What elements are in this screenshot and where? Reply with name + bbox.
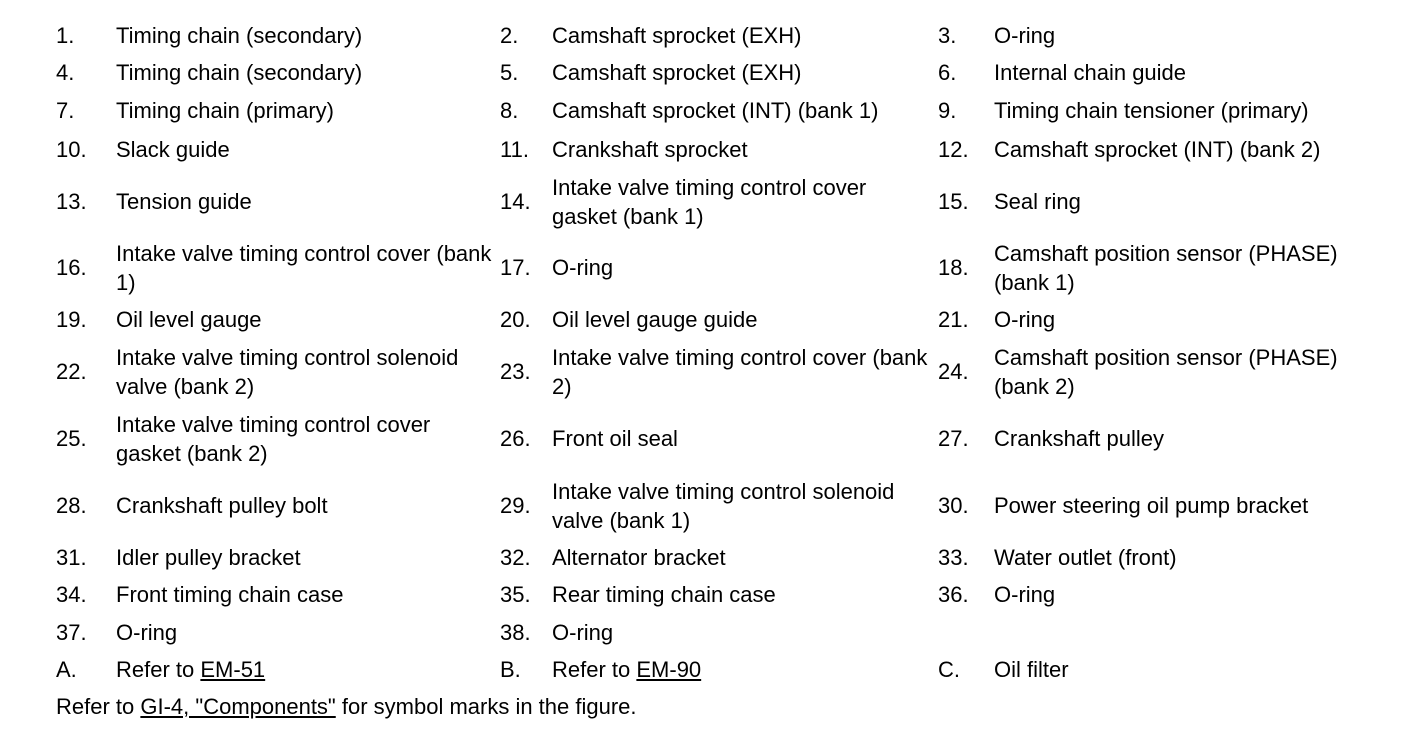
item-number: 23.: [500, 359, 531, 384]
reference-link[interactable]: EM-90: [636, 657, 702, 682]
item-label: Alternator bracket: [552, 545, 726, 570]
item-label: Slack guide: [116, 136, 230, 162]
item-label: Camshaft sprocket (INT) (bank 1): [552, 97, 879, 123]
legend-row: [56, 472, 1378, 539]
reference-link[interactable]: EM-51: [200, 657, 266, 682]
item-number: 36.: [938, 582, 969, 607]
item-number: 13.: [56, 189, 87, 214]
item-number: 5.: [500, 60, 519, 85]
item-number: 1.: [56, 22, 75, 48]
item-label: O-ring: [116, 619, 178, 645]
item-number: 8.: [500, 97, 519, 123]
item-label: Camshaft sprocket (INT) (bank 2): [994, 136, 1321, 162]
item-label: Camshaft position sensor (PHASE) (bank 1): [994, 240, 1338, 295]
item-number: 16.: [56, 255, 87, 280]
legend-row: [56, 91, 1378, 129]
legend-row: [56, 16, 1378, 54]
legend-row: [56, 651, 1378, 688]
legend-row: [56, 301, 1378, 338]
item-number: 27.: [938, 426, 969, 451]
legend-row: [56, 169, 1378, 234]
item-label: Camshaft sprocket (EXH): [552, 60, 802, 85]
legend-row: [56, 613, 1378, 651]
item-label: Camshaft position sensor (PHASE) (bank 2): [994, 344, 1338, 399]
footnote-text-after: for symbol marks in the figure.: [335, 694, 637, 719]
item-number: 24.: [938, 359, 969, 384]
item-number: 37.: [56, 619, 87, 645]
legend-row: [56, 129, 1378, 169]
refer-to-text: Refer to: [552, 657, 637, 682]
item-number: [938, 613, 994, 651]
legend-row: [56, 234, 1378, 301]
item-number: 3.: [938, 22, 957, 48]
item-number: 35.: [500, 582, 531, 607]
item-number: 10.: [56, 136, 87, 162]
item-label: Oil level gauge guide: [552, 307, 758, 332]
item-number: 14.: [500, 189, 531, 214]
item-number: 26.: [500, 426, 531, 451]
item-label: [994, 613, 1378, 651]
item-number: 25.: [56, 426, 87, 451]
footnote: [56, 692, 637, 721]
item-label: Crankshaft pulley: [994, 426, 1164, 451]
item-number: A.: [56, 657, 77, 682]
item-label: Camshaft sprocket (EXH): [552, 22, 802, 48]
item-label: Timing chain (secondary): [116, 60, 363, 85]
item-number: 32.: [500, 545, 531, 570]
item-number: 9.: [938, 97, 957, 123]
item-label: O-ring: [552, 619, 614, 645]
item-number: 38.: [500, 619, 531, 645]
item-label: Crankshaft sprocket: [552, 136, 748, 162]
item-number: 20.: [500, 307, 531, 332]
item-number: 4.: [56, 60, 75, 85]
legend-row: [56, 539, 1378, 576]
item-number: 6.: [938, 60, 957, 85]
item-number: 17.: [500, 255, 531, 280]
legend-row: [56, 54, 1378, 91]
item-number: C.: [938, 657, 960, 682]
item-label: O-ring: [994, 582, 1056, 607]
footnote-link-components[interactable]: GI-4, "Components": [140, 694, 336, 719]
item-label: Timing chain tensioner (primary): [994, 97, 1309, 123]
item-number: 11.: [500, 136, 529, 162]
components-legend-table: [56, 16, 1378, 688]
legend-row: [56, 576, 1378, 613]
item-number: 33.: [938, 545, 969, 570]
item-label: Timing chain (secondary): [116, 22, 363, 48]
item-number: 29.: [500, 493, 531, 518]
item-label: [116, 651, 500, 688]
item-number: 28.: [56, 493, 87, 518]
item-label: Intake valve timing control cover (bank 1): [116, 240, 492, 295]
item-label: Seal ring: [994, 189, 1081, 214]
item-label: Oil level gauge: [116, 307, 262, 332]
footnote-text-before: Refer to: [56, 694, 141, 719]
item-label: Timing chain (primary): [116, 97, 335, 123]
item-label: Intake valve timing control solenoid valve (bank 2): [116, 344, 459, 399]
item-label: Front oil seal: [552, 426, 678, 451]
item-label: Intake valve timing control cover (bank 2): [552, 344, 928, 399]
item-number: 15.: [938, 189, 969, 214]
item-number: 22.: [56, 359, 87, 384]
item-label: Intake valve timing control cover gasket (bank 1): [552, 174, 867, 229]
item-label: Rear timing chain case: [552, 582, 776, 607]
item-label: Crankshaft pulley bolt: [116, 493, 328, 518]
refer-to-text: Refer to: [116, 657, 201, 682]
item-label: O-ring: [994, 22, 1056, 48]
item-number: 21.: [938, 307, 969, 332]
item-label: [552, 651, 938, 688]
item-label: Intake valve timing control cover gasket (bank 2): [116, 411, 431, 466]
item-number: 12.: [938, 136, 969, 162]
item-label: Intake valve timing control solenoid valve (bank 1): [552, 478, 895, 533]
item-label: Water outlet (front): [994, 545, 1177, 570]
item-number: 7.: [56, 97, 75, 123]
item-number: 31.: [56, 545, 87, 570]
item-number: 18.: [938, 255, 969, 280]
legend-row: [56, 405, 1378, 472]
item-label: Internal chain guide: [994, 60, 1187, 85]
item-number: 30.: [938, 493, 969, 518]
legend-row: [56, 338, 1378, 405]
item-number: 19.: [56, 307, 87, 332]
item-number: B.: [500, 657, 521, 682]
item-number: 34.: [56, 582, 87, 607]
item-label: Idler pulley bracket: [116, 545, 301, 570]
item-label: O-ring: [994, 307, 1056, 332]
item-label: O-ring: [552, 255, 614, 280]
item-label: Power steering oil pump bracket: [994, 493, 1309, 518]
item-label: Oil filter: [994, 657, 1069, 682]
item-label: Front timing chain case: [116, 582, 344, 607]
item-number: 2.: [500, 22, 519, 48]
item-label: Tension guide: [116, 189, 252, 214]
